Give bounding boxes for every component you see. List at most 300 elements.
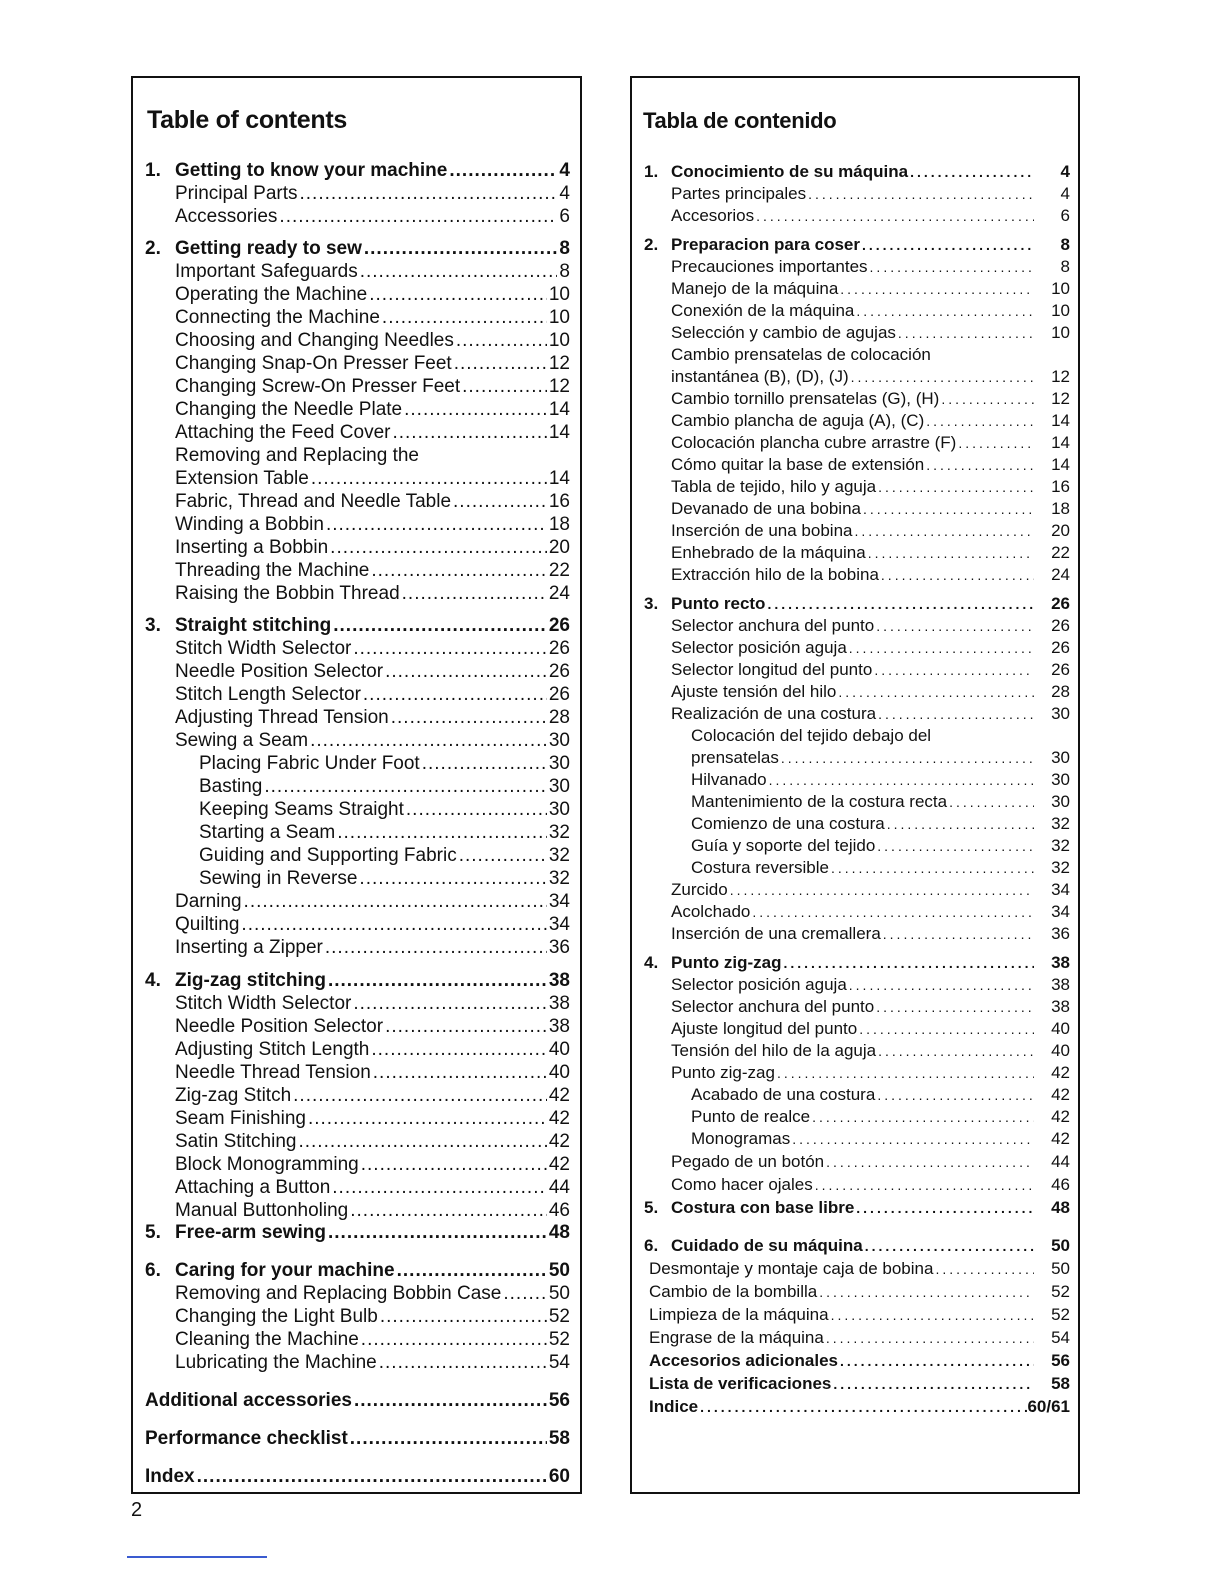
- toc-entry-page: 12: [1051, 389, 1070, 408]
- toc-dot-leader: [826, 1330, 1034, 1346]
- toc-entry: [671, 206, 1070, 226]
- toc-dot-leader: [354, 1390, 547, 1412]
- toc-entry-label: Stitch Length Selector: [175, 684, 361, 705]
- toc-entry-page: 58: [548, 1428, 570, 1449]
- toc-entry: [671, 997, 1070, 1017]
- toc-dot-leader: [449, 160, 557, 182]
- toc-entry-label: Selección y cambio de agujas: [671, 323, 896, 342]
- toc-dot-leader: [926, 413, 1034, 429]
- toc-entry: [145, 1466, 570, 1488]
- toc-entry: [691, 858, 1070, 878]
- toc-entry-label: Manual Buttonholing: [175, 1200, 349, 1221]
- toc-entry-label: Guiding and Supporting Fabric: [199, 845, 457, 866]
- toc-dot-leader: [300, 183, 558, 205]
- toc-entry-label: Engrase de la máquina: [649, 1328, 824, 1347]
- toc-entry: [175, 1039, 570, 1061]
- toc-entry-label: Conocimiento de su máquina: [671, 162, 909, 181]
- toc-entry-page: 24: [548, 583, 570, 604]
- toc-entry: [175, 206, 570, 228]
- toc-dot-leader: [767, 596, 1034, 612]
- page-number: 2: [131, 1499, 143, 1521]
- toc-dot-leader: [878, 479, 1034, 495]
- toc-dot-leader: [935, 1261, 1034, 1277]
- toc-entry: [671, 704, 1070, 724]
- toc-entry: [649, 1282, 1070, 1302]
- toc-entry-page: 32: [548, 845, 570, 866]
- toc-dot-leader: [298, 1131, 546, 1153]
- toc-entry-label: Accesorios adicionales: [649, 1351, 838, 1370]
- toc-entry-page: 10: [1051, 279, 1070, 298]
- toc-entry: [175, 1200, 570, 1222]
- toc-entry-page: 42: [548, 1108, 570, 1129]
- toc-dot-leader: [462, 376, 547, 398]
- toc-entry-page: 26: [1051, 616, 1070, 635]
- toc-entry: [175, 1108, 570, 1130]
- toc-entry-page: 34: [1051, 902, 1070, 921]
- toc-entry-page: 10: [548, 330, 570, 351]
- toc-dot-leader: [310, 730, 547, 752]
- toc-entry: [649, 1259, 1070, 1279]
- toc-entry: [175, 261, 570, 283]
- toc-entry-page: 26: [1051, 638, 1070, 657]
- toc-dot-leader: [831, 860, 1034, 876]
- toc-dot-leader: [364, 238, 558, 260]
- toc-entry: [671, 1041, 1070, 1061]
- toc-entry-label: Raising the Bobbin Thread: [175, 583, 400, 604]
- toc-entry-page: 26: [1051, 594, 1070, 613]
- toc-entry: [175, 891, 570, 913]
- toc-entry-page: 4: [559, 183, 570, 204]
- toc-entry-page: 44: [548, 1177, 570, 1198]
- toc-entry-page: 16: [1051, 477, 1070, 496]
- toc-entry: [175, 445, 570, 467]
- toc-entry: [671, 902, 1070, 922]
- toc-dot-leader: [808, 186, 1034, 202]
- toc-entry-page: 32: [548, 868, 570, 889]
- toc-entry-label: Punto zig-zag: [671, 953, 782, 972]
- toc-entry: [691, 814, 1070, 834]
- toc-dot-leader: [197, 1466, 547, 1488]
- toc-english-title: Table of contents: [147, 106, 348, 134]
- toc-entry-page: 4: [559, 160, 570, 181]
- toc-entry-label: Zig-zag stitching: [175, 970, 326, 991]
- toc-dot-leader: [941, 391, 1034, 407]
- toc-entry-label: Block Monogramming: [175, 1154, 359, 1175]
- toc-dot-leader: [833, 1376, 1034, 1392]
- toc-entry-label: Needle Thread Tension: [175, 1062, 371, 1083]
- toc-dot-leader: [360, 261, 558, 283]
- toc-entry-number: 3.: [644, 594, 659, 613]
- toc-dot-leader: [385, 661, 547, 683]
- toc-entry-page: 54: [1051, 1328, 1070, 1347]
- toc-entry-label: Monogramas: [691, 1129, 791, 1148]
- toc-entry: [691, 726, 1036, 746]
- toc-entry-page: 4: [1060, 184, 1070, 203]
- toc-entry-label: Extracción hilo de la bobina: [671, 565, 879, 584]
- toc-dot-leader: [878, 1043, 1034, 1059]
- toc-entry-page: 28: [1051, 682, 1070, 701]
- toc-dot-leader: [865, 1238, 1034, 1254]
- toc-entry-number: 5.: [644, 1198, 659, 1217]
- toc-entry-page: 42: [548, 1085, 570, 1106]
- toc-entry: [671, 1152, 1070, 1172]
- toc-entry-label: Changing the Needle Plate: [175, 399, 403, 420]
- toc-entry: [175, 307, 570, 329]
- toc-entry-label: Inserting a Zipper: [175, 937, 323, 958]
- toc-entry: [691, 792, 1070, 812]
- toc-dot-leader: [454, 353, 547, 375]
- toc-entry-label: Satin Stitching: [175, 1131, 297, 1152]
- toc-entry: [671, 184, 1070, 204]
- toc-dot-leader: [325, 937, 547, 959]
- toc-entry: [145, 238, 570, 260]
- toc-dot-leader: [391, 707, 547, 729]
- toc-entry-page: 26: [548, 684, 570, 705]
- toc-entry-label: Threading the Machine: [175, 560, 370, 581]
- toc-entry: [671, 1063, 1070, 1083]
- toc-entry: [691, 836, 1070, 856]
- toc-dot-leader: [241, 914, 546, 936]
- toc-dot-leader: [849, 977, 1034, 993]
- toc-entry-label: Inserting a Bobbin: [175, 537, 329, 558]
- toc-entry-page: 40: [1051, 1019, 1070, 1038]
- toc-entry-label: Stitch Width Selector: [175, 638, 352, 659]
- toc-dot-leader: [371, 560, 547, 582]
- toc-entry: [649, 1328, 1070, 1348]
- toc-entry-page: 56: [548, 1390, 570, 1411]
- toc-dot-leader: [881, 567, 1034, 583]
- toc-entry-page: 36: [1051, 924, 1070, 943]
- toc-entry: [671, 257, 1070, 277]
- toc-entry-page: 30: [1051, 770, 1070, 789]
- toc-entry-label: Zig-zag Stitch: [175, 1085, 292, 1106]
- toc-entry: [671, 660, 1070, 680]
- toc-entry: [644, 1198, 1070, 1218]
- toc-entry-page: 30: [548, 799, 570, 820]
- toc-entry: [671, 433, 1070, 453]
- toc-entry-number: 1.: [644, 162, 659, 181]
- toc-entry-page: 38: [548, 993, 570, 1014]
- toc-entry: [175, 514, 570, 536]
- toc-dot-leader: [333, 615, 547, 637]
- toc-entry-label: Important Safeguards: [175, 261, 358, 282]
- toc-entry-page: 18: [1051, 499, 1070, 518]
- toc-dot-leader: [369, 284, 547, 306]
- toc-entry-label: Getting ready to sew: [175, 238, 362, 259]
- toc-entry-number: 2.: [145, 238, 161, 259]
- toc-entry: [175, 914, 570, 936]
- toc-spanish-title: Tabla de contenido: [643, 108, 837, 133]
- toc-dot-leader: [831, 1307, 1034, 1323]
- toc-entry-label: Straight stitching: [175, 615, 332, 636]
- toc-dot-leader: [244, 891, 547, 913]
- toc-entry: [175, 684, 570, 706]
- toc-entry: [175, 707, 570, 729]
- toc-entry: [175, 1085, 570, 1107]
- toc-entry: [175, 376, 570, 398]
- toc-entry-label: Sewing a Seam: [175, 730, 309, 751]
- toc-entry: [145, 1260, 570, 1282]
- toc-entry: [199, 776, 570, 798]
- toc-dot-leader: [311, 468, 547, 490]
- toc-dot-leader: [752, 904, 1034, 920]
- toc-dot-leader: [350, 1200, 547, 1222]
- toc-dot-leader: [826, 1154, 1034, 1170]
- toc-dot-leader: [385, 1016, 547, 1038]
- toc-dot-leader: [877, 1087, 1034, 1103]
- toc-entry-page: 6: [1060, 206, 1070, 225]
- toc-entry-page: 38: [1051, 953, 1070, 972]
- toc-entry-label: Cleaning the Machine: [175, 1329, 359, 1350]
- toc-dot-leader: [777, 1065, 1034, 1081]
- toc-entry-page: 12: [548, 353, 570, 374]
- toc-entry-page: 34: [548, 891, 570, 912]
- toc-entry-page: 30: [1051, 704, 1070, 723]
- toc-entry-number: 2.: [644, 235, 659, 254]
- toc-entry-label: Cómo quitar la base de extensión: [671, 455, 925, 474]
- toc-dot-leader: [264, 776, 546, 798]
- toc-entry: [671, 975, 1070, 995]
- toc-entry-page: 42: [1051, 1107, 1070, 1126]
- toc-entry: [671, 345, 1036, 365]
- toc-entry: [644, 235, 1070, 255]
- toc-entry-label: Realización de una costura: [671, 704, 877, 723]
- toc-entry-page: 10: [548, 284, 570, 305]
- toc-dot-leader: [279, 206, 557, 228]
- toc-entry: [644, 953, 1070, 973]
- toc-entry-label: Seam Finishing: [175, 1108, 306, 1129]
- toc-entry: [175, 183, 570, 205]
- toc-dot-leader: [379, 1352, 547, 1374]
- toc-entry-page: 10: [548, 307, 570, 328]
- toc-entry-page: 24: [1051, 565, 1070, 584]
- toc-dot-leader: [363, 684, 547, 706]
- toc-entry-label: Tabla de tejido, hilo y aguja: [671, 477, 877, 496]
- toc-entry-page: 42: [1051, 1129, 1070, 1148]
- toc-entry: [671, 638, 1070, 658]
- toc-entry-label: Desmontaje y montaje caja de bobina: [649, 1259, 934, 1278]
- toc-entry-number: 6.: [644, 1236, 659, 1255]
- toc-dot-leader: [293, 1085, 547, 1107]
- toc-entry-label: Partes principales: [671, 184, 807, 203]
- toc-dot-leader: [453, 491, 547, 513]
- toc-entry-label: Selector anchura del punto: [671, 616, 875, 635]
- toc-entry-page: 16: [548, 491, 570, 512]
- toc-entry-page: 50: [1051, 1236, 1070, 1255]
- toc-entry-label: Zurcido: [671, 880, 728, 899]
- toc-entry-number: 1.: [145, 160, 161, 181]
- toc-dot-leader: [459, 845, 547, 867]
- toc-entry-label: Cuidado de su máquina: [671, 1236, 863, 1255]
- toc-dot-leader: [361, 1154, 547, 1176]
- toc-dot-leader: [350, 1428, 547, 1450]
- toc-entry-page: 30: [548, 730, 570, 751]
- toc-dot-leader: [503, 1283, 546, 1305]
- toc-dot-leader: [898, 325, 1034, 341]
- toc-entry-page: 8: [1060, 257, 1070, 276]
- toc-entry-label: Additional accessories: [145, 1390, 352, 1411]
- toc-dot-leader: [887, 816, 1034, 832]
- toc-entry: [671, 880, 1070, 900]
- toc-dot-leader: [382, 307, 547, 329]
- toc-entry: [175, 560, 570, 582]
- toc-entry-label: Fabric, Thread and Needle Table: [175, 491, 452, 512]
- toc-entry-page: 26: [548, 615, 570, 636]
- toc-entry-label: Placing Fabric Under Foot: [199, 753, 420, 774]
- toc-entry-label: Free-arm sewing: [175, 1222, 326, 1243]
- toc-entry-page: 6: [559, 206, 570, 227]
- toc-entry: [145, 970, 570, 992]
- toc-entry-label: Colocación del tejido debajo del: [691, 726, 932, 745]
- toc-entry-number: 4.: [145, 970, 161, 991]
- toc-entry-page: 26: [548, 661, 570, 682]
- toc-entry-label: Selector posición aguja: [671, 638, 847, 657]
- toc-english-panel: [131, 76, 582, 1494]
- toc-entry-label: Devanado de una bobina: [671, 499, 861, 518]
- toc-dot-leader: [373, 1062, 547, 1084]
- toc-dot-leader: [380, 1306, 547, 1328]
- toc-entry: [175, 491, 570, 513]
- toc-entry-page: 46: [1051, 1175, 1070, 1194]
- toc-entry: [644, 594, 1070, 614]
- toc-entry-page: 40: [1051, 1041, 1070, 1060]
- toc-dot-leader: [851, 369, 1034, 385]
- toc-entry-page: 58: [1051, 1374, 1070, 1393]
- toc-dot-leader: [326, 514, 547, 536]
- toc-entry: [671, 455, 1070, 475]
- toc-entry-label: Removing and Replacing the: [175, 445, 419, 466]
- toc-entry-page: 38: [548, 1016, 570, 1037]
- toc-entry: [691, 1085, 1070, 1105]
- toc-entry-number: 6.: [145, 1260, 161, 1281]
- toc-dot-leader: [854, 523, 1034, 539]
- toc-entry-label: Selector longitud del punto: [671, 660, 873, 679]
- toc-entry-label: Lubricating the Machine: [175, 1352, 377, 1373]
- toc-entry-page: 14: [1051, 455, 1070, 474]
- toc-entry-page: 32: [1051, 836, 1070, 855]
- toc-entry-page: 28: [548, 707, 570, 728]
- toc-entry-label: Principal Parts: [175, 183, 298, 204]
- toc-dot-leader: [353, 993, 547, 1015]
- toc-entry-label: Adjusting Thread Tension: [175, 707, 389, 728]
- toc-entry-page: 34: [1051, 880, 1070, 899]
- toc-entry-page: 30: [548, 776, 570, 797]
- toc-entry-label: Preparacion para coser: [671, 235, 860, 254]
- toc-entry-label: Punto de realce: [691, 1107, 811, 1126]
- toc-entry: [649, 1351, 1070, 1371]
- toc-entry-page: 42: [1051, 1063, 1070, 1082]
- toc-entry-label: Winding a Bobbin: [175, 514, 324, 535]
- toc-entry-label: Attaching the Feed Cover: [175, 422, 391, 443]
- toc-entry: [691, 1107, 1070, 1127]
- toc-entry: [649, 1397, 1070, 1417]
- toc-entry: [175, 1131, 570, 1153]
- toc-entry: [175, 730, 570, 752]
- toc-entry-label: Selector posición aguja: [671, 975, 847, 994]
- toc-entry-label: Punto recto: [671, 594, 766, 613]
- toc-dot-leader: [337, 822, 547, 844]
- toc-dot-leader: [840, 281, 1034, 297]
- toc-entry-label: Connecting the Machine: [175, 307, 380, 328]
- toc-dot-leader: [328, 1222, 547, 1244]
- toc-entry-page: 10: [1051, 301, 1070, 320]
- toc-dot-leader: [876, 999, 1034, 1015]
- toc-entry-page: 40: [548, 1062, 570, 1083]
- toc-entry-page: 42: [548, 1154, 570, 1175]
- toc-entry: [671, 543, 1070, 563]
- toc-entry-number: 3.: [145, 615, 161, 636]
- toc-entry-label: Conexión de la máquina: [671, 301, 855, 320]
- toc-entry-page: 52: [548, 1329, 570, 1350]
- toc-entry: [199, 822, 570, 844]
- toc-entry-page: 4: [1060, 162, 1070, 181]
- toc-entry-page: 30: [1051, 748, 1070, 767]
- toc-entry: [175, 1329, 570, 1351]
- toc-entry-label: Needle Position Selector: [175, 1016, 384, 1037]
- toc-entry: [175, 1154, 570, 1176]
- toc-entry-page: 32: [1051, 858, 1070, 877]
- toc-entry: [175, 468, 570, 490]
- toc-entry-label: Getting to know your machine: [175, 160, 448, 181]
- toc-entry-page: 52: [1051, 1305, 1070, 1324]
- toc-entry: [175, 937, 570, 959]
- toc-entry-page: 50: [548, 1260, 570, 1281]
- toc-dot-leader: [863, 501, 1034, 517]
- toc-entry-page: 50: [1051, 1259, 1070, 1278]
- toc-dot-leader: [876, 618, 1034, 634]
- toc-dot-leader: [406, 799, 547, 821]
- toc-entry-label: prensatelas: [691, 748, 779, 767]
- toc-dot-leader: [359, 868, 546, 890]
- toc-entry-page: 60/61: [1027, 1397, 1070, 1416]
- toc-dot-leader: [328, 970, 547, 992]
- toc-dot-leader: [819, 1284, 1034, 1300]
- toc-entry-label: Indice: [649, 1397, 699, 1416]
- toc-entry: [145, 1222, 570, 1244]
- toc-entry-label: Cambio prensatelas de colocación: [671, 345, 931, 364]
- toc-entry: [671, 924, 1070, 944]
- toc-entry-label: Choosing and Changing Needles: [175, 330, 454, 351]
- toc-dot-leader: [874, 662, 1034, 678]
- toc-entry: [671, 477, 1070, 497]
- toc-entry-page: 14: [548, 399, 570, 420]
- toc-entry: [691, 748, 1070, 768]
- toc-entry-label: Accessories: [175, 206, 278, 227]
- toc-entry-label: Removing and Replacing Bobbin Case: [175, 1283, 502, 1304]
- toc-dot-leader: [769, 772, 1034, 788]
- toc-entry-page: 20: [1051, 521, 1070, 540]
- toc-entry-label: Limpieza de la máquina: [649, 1305, 829, 1324]
- toc-entry-label: Costura reversible: [691, 858, 829, 877]
- toc-entry-number: 4.: [644, 953, 659, 972]
- toc-entry-page: 56: [1051, 1351, 1070, 1370]
- toc-dot-leader: [878, 706, 1034, 722]
- toc-entry-page: 44: [1051, 1152, 1070, 1171]
- toc-entry-page: 8: [559, 238, 570, 259]
- toc-entry: [644, 162, 1070, 182]
- toc-dot-leader: [730, 882, 1034, 898]
- toc-dot-leader: [361, 1329, 547, 1351]
- toc-entry-label: Inserción de una cremallera: [671, 924, 881, 943]
- toc-entry: [175, 583, 570, 605]
- toc-dot-leader: [330, 537, 547, 559]
- toc-entry-label: Cambio plancha de aguja (A), (C): [671, 411, 925, 430]
- toc-entry-label: Hilvanado: [691, 770, 767, 789]
- toc-entry-label: Stitch Width Selector: [175, 993, 352, 1014]
- toc-entry: [175, 1352, 570, 1374]
- toc-entry-label: Mantenimiento de la costura recta: [691, 792, 948, 811]
- toc-entry: [199, 753, 570, 775]
